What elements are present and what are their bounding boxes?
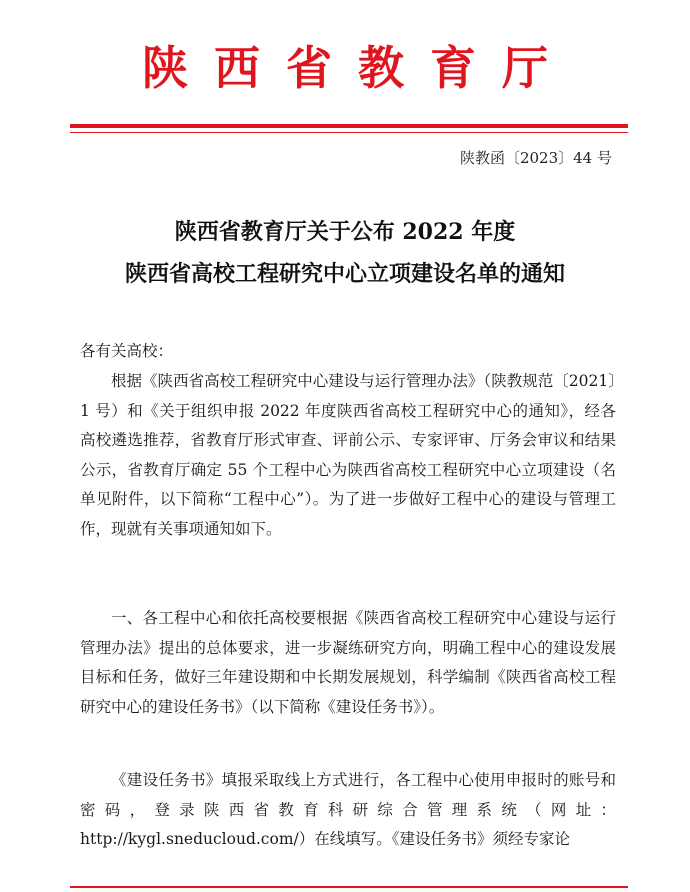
masthead-red-rule (70, 124, 628, 128)
body-paragraph-2: 一、各工程中心和依托高校要根据《陕西省高校工程研究中心建设与运行管理办法》提出的总体要求，进一步凝练研究方向，明确工程中心的建设发展目标和任务，做好三年建设期和中长期发展规划，科学编制《陕西省高校工程研究中心的建设任务书》（以下简称《建设任务书》）。 (80, 609, 616, 716)
body-paragraph-1: 根据《陕西省高校工程研究中心建设与运行管理办法》（陕教规范〔2021〕1 号）和《关于组织申报 2022 年度陕西省高校工程研究中心的通知》，经各高校遴选推荐，省教育厅形式审查、评前公示、专家评审、厅务会审议和结果公示，省教育厅确定 55 个工程中心为陕西省高校工程研究中心立项建设（名单见附件，以下简称“工程中心”）。为了进一步做好工程中心的建设与管理工作，现就有关事项通知如下。 (80, 372, 616, 538)
document-title-line2: 陕西省高校工程研究中心立项建设名单的通知 (124, 261, 565, 287)
document-title-line1: 陕西省教育厅关于公布 2022 年度 (174, 219, 516, 245)
masthead-red-rule-thin (70, 132, 628, 133)
body-paragraph-3: 《建设任务书》填报采取线上方式进行，各工程中心使用申报时的账号和密码，登录陕西省教育科研综合管理系统（网址：http://kygl.sneducloud.com/）在线填写。《建设任务书》须经专家论 (80, 771, 616, 849)
salutation: 各有关高校： (80, 342, 174, 360)
document-number: 陕教函〔2023〕44 号 (459, 149, 612, 167)
page-bottom-rule (70, 886, 628, 888)
issuer-masthead: 陕西省教育厅 (142, 41, 574, 95)
